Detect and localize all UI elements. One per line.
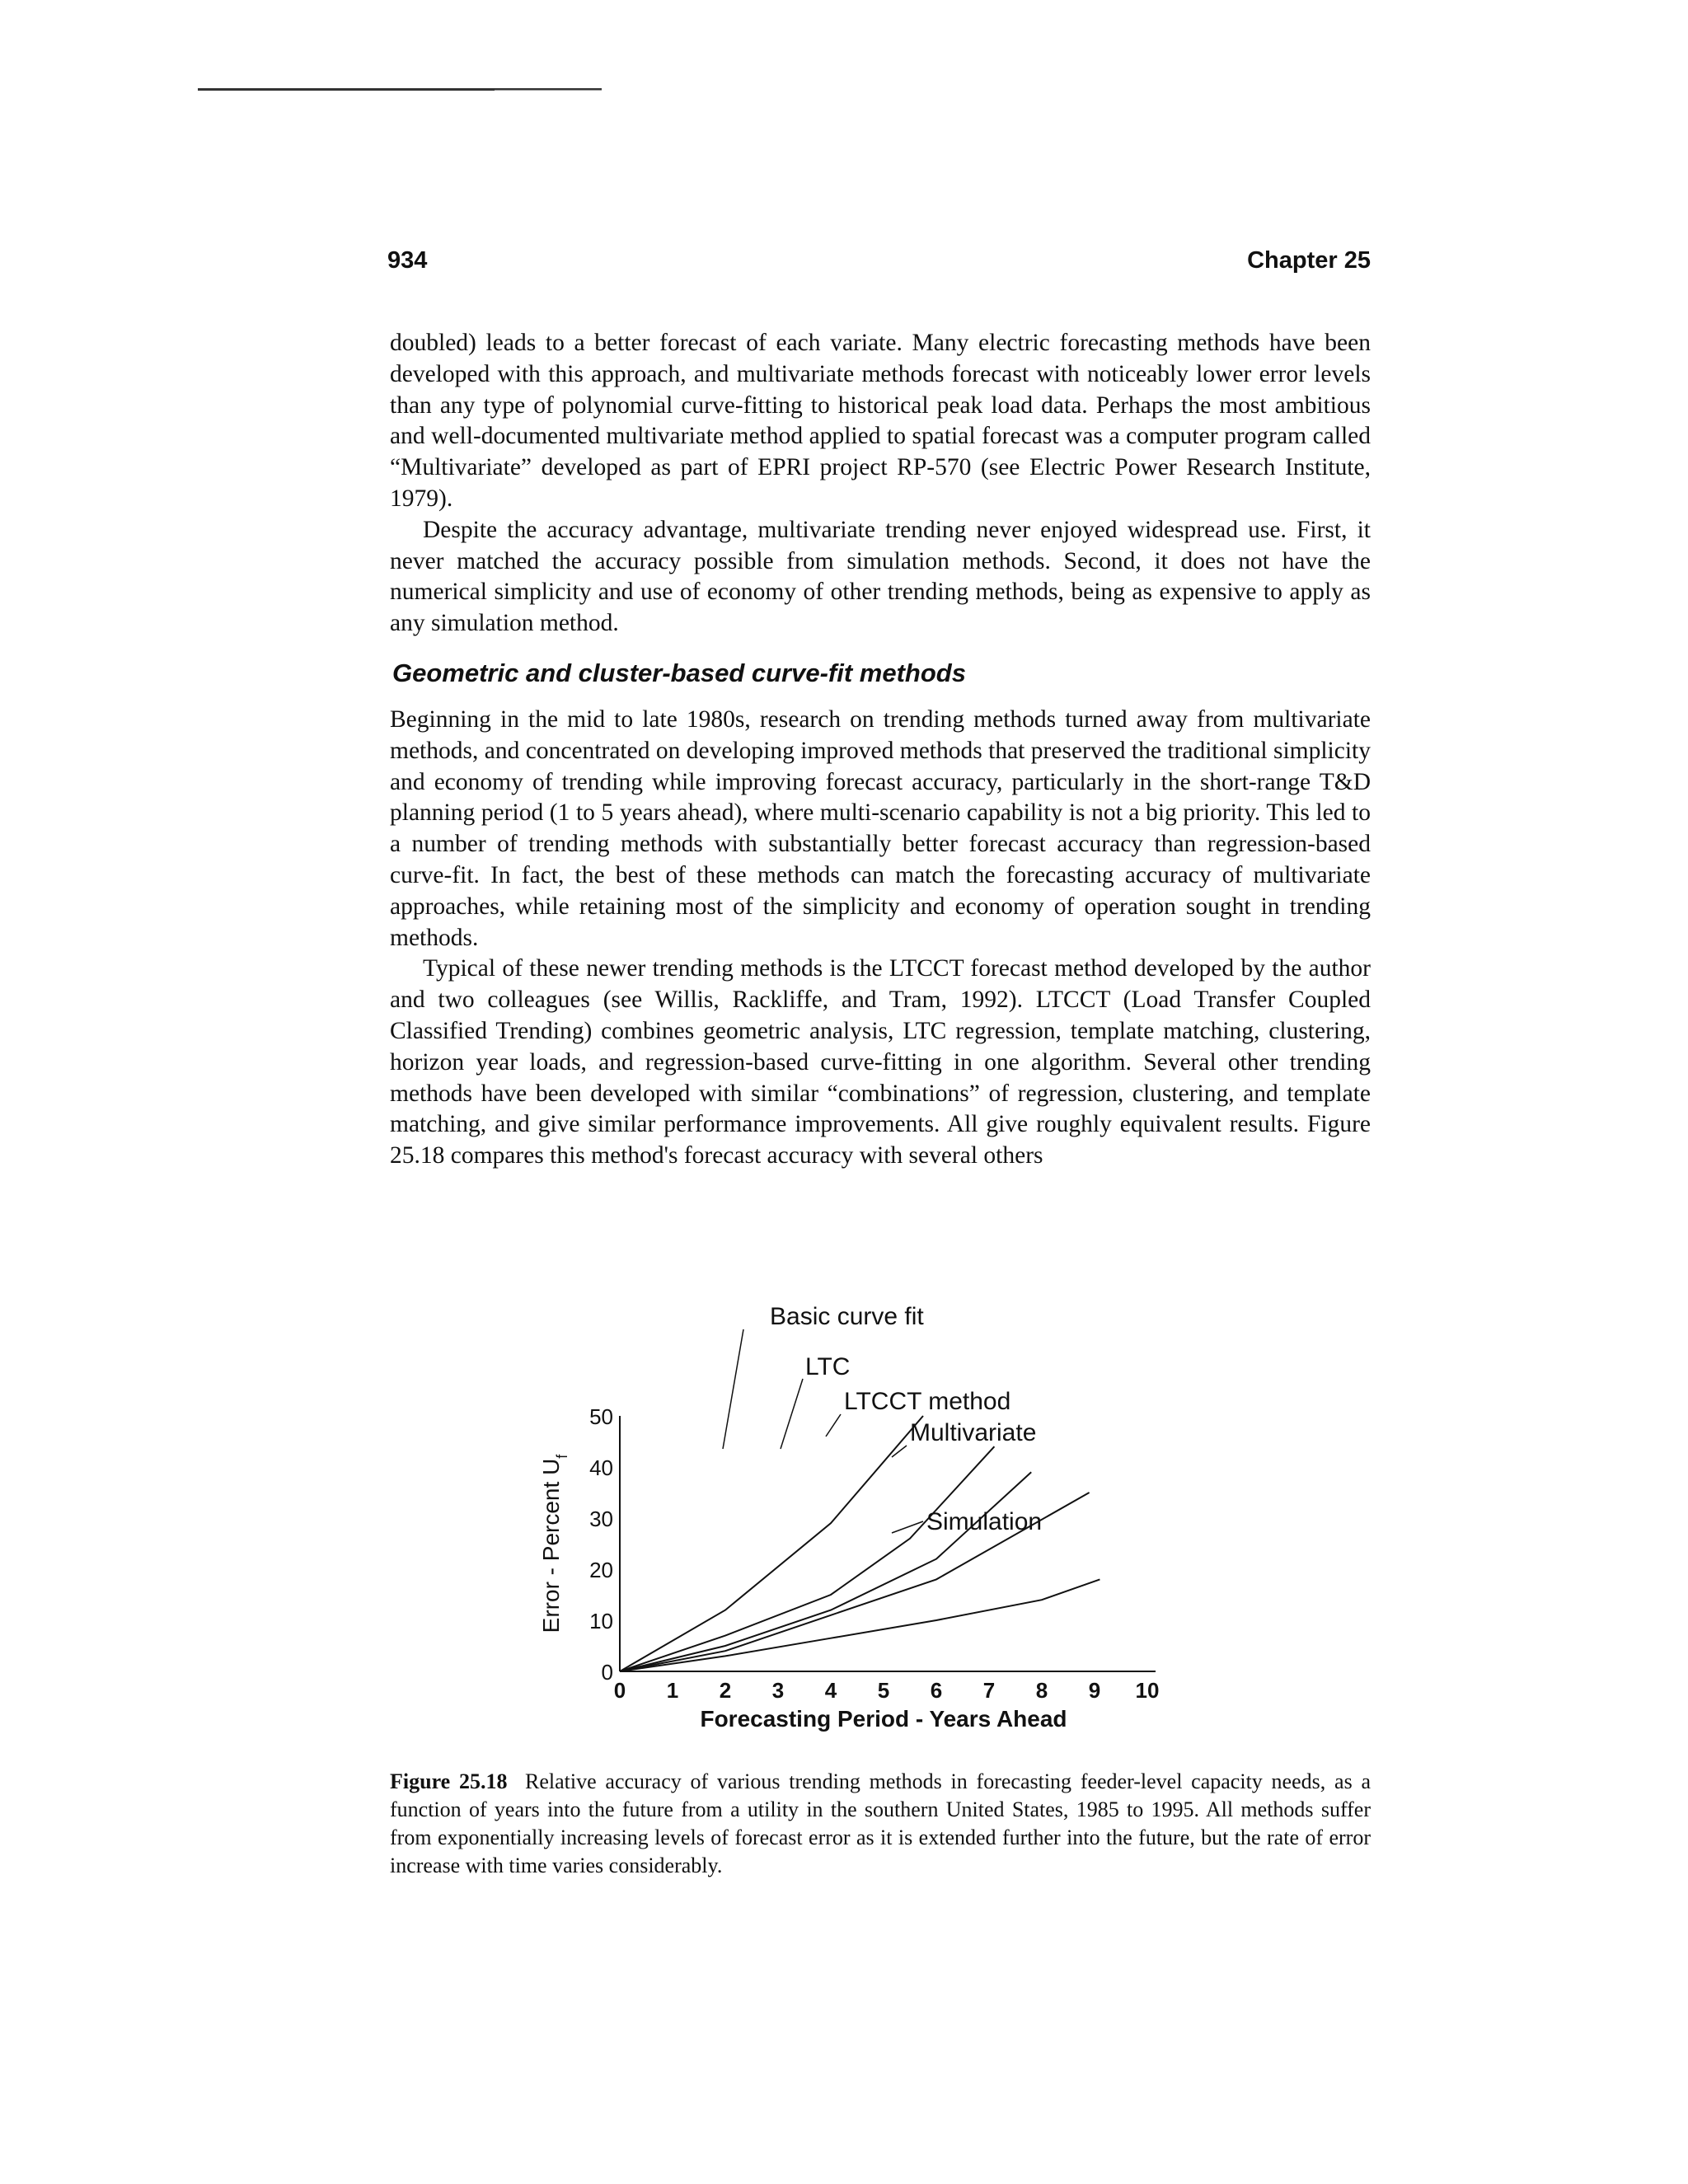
page-number: 934 xyxy=(387,247,428,274)
y-tick-label: 0 xyxy=(601,1660,613,1685)
x-tick-label: 0 xyxy=(613,1678,626,1703)
x-tick-label: 7 xyxy=(982,1678,996,1703)
x-tick-label: 2 xyxy=(719,1678,732,1703)
figure-caption xyxy=(390,1768,1371,1880)
series-leader-line xyxy=(892,1521,923,1533)
series-leader-line xyxy=(892,1446,907,1457)
series-leader-line xyxy=(826,1414,841,1436)
figure-chart xyxy=(495,1294,1319,1739)
series-label: Basic curve fit xyxy=(770,1303,924,1330)
y-tick-label: 40 xyxy=(589,1455,613,1480)
chart-labels-group xyxy=(723,1303,1042,1535)
series-line xyxy=(620,1472,1031,1671)
y-tick-label: 20 xyxy=(589,1558,613,1582)
chart-axes xyxy=(538,1404,1159,1732)
body-text-bottom xyxy=(390,705,1371,1172)
header-rule-faint xyxy=(495,90,602,91)
x-tick-label: 3 xyxy=(771,1678,785,1703)
section-heading: Geometric and cluster-based curve-fit methods xyxy=(392,658,966,687)
y-tick-label: 10 xyxy=(589,1609,613,1633)
paragraph: Typical of these newer trending methods is the LTCCT forecast method developed by the author and two colleagues (see Willis, Rackliffe, and Tram, 1992). LTCCT (Load Transfer Coupled Classified Trending) combines geometric analysis, LTC regression, template matching, clustering, horizon year loads, and regression-based curve-fitting in one algorithm. Several other trending methods have been developed with similar “combinations” of regression, clustering, and template matching, and give similar performance improvements. All give roughly equivalent results. Figure 25.18 compares this method's forecast accuracy with several others xyxy=(390,955,1371,1169)
x-tick-label: 4 xyxy=(824,1678,837,1703)
series-label: Simulation xyxy=(926,1508,1043,1535)
series-leader-line xyxy=(723,1329,743,1449)
x-tick-label: 1 xyxy=(666,1678,679,1703)
caption-label: Figure 25.18 xyxy=(390,1769,508,1793)
caption-text: Relative accuracy of various trending methods in forecasting feeder-level capacity needs, as a function of years into the future from a utility in the southern United States, 1985 to 1995. All methods suffer from exponentially increasing levels of forecast error as it is extended further into the future, but the rate of error increase with time varies considerably. xyxy=(390,1769,1371,1877)
series-line xyxy=(620,1416,923,1671)
series-leader-line xyxy=(781,1379,803,1449)
paragraph: doubled) leads to a better forecast of each variate. Many electric forecasting methods have been developed with this approach, and multivariate methods forecast with noticeably lower error levels than any type of polynomial curve-fitting to historical peak load data. Perhaps the most ambitious and well-documented multivariate method applied to spatial forecast was a computer program called “Multivariate” developed as part of EPRI project RP-570 (see Electric Power Research Institute, 1979). xyxy=(390,330,1371,512)
series-label: Multivariate xyxy=(910,1419,1037,1446)
y-axis-title: Error - Percent $U_f$ xyxy=(538,1454,570,1633)
series-line xyxy=(620,1446,994,1671)
x-tick-label: 9 xyxy=(1088,1678,1101,1703)
paragraph: Beginning in the mid to late 1980s, research on trending methods turned away from multivariate methods, and concentrated on developing improved methods that preserved the traditional simplicity and economy of trending while improving forecast accuracy, particularly in the short-range T&D planning period (1 to 5 years ahead), where multi-scenario capability is not a big priority. This led to a number of trending methods with substantially better forecast accuracy than regression-based curve-fit. In fact, the best of these methods can match the forecasting accuracy of multivariate approaches, while retaining most of the simplicity and economy of operation sought in trending methods. xyxy=(390,706,1371,951)
x-tick-label: 8 xyxy=(1035,1678,1048,1703)
x-tick-label: 10 xyxy=(1135,1678,1160,1703)
x-tick-label: 6 xyxy=(930,1678,943,1703)
chart-series-group xyxy=(620,1416,1100,1671)
chapter-title: Chapter 25 xyxy=(1247,247,1371,274)
x-tick-label: 5 xyxy=(877,1678,890,1703)
series-label: LTC xyxy=(805,1353,851,1380)
body-text-top xyxy=(390,328,1371,640)
x-axis-title: Forecasting Period - Years Ahead xyxy=(700,1706,1067,1732)
paragraph: Despite the accuracy advantage, multivariate trending never enjoyed widespread use. First, it never matched the accuracy possible from simulation methods. Second, it does not have the numerical simplicity and use of economy of other trending methods, being as expensive to apply as any simulation method. xyxy=(390,516,1371,637)
series-label: LTCCT method xyxy=(844,1388,1011,1415)
y-tick-label: 50 xyxy=(589,1404,613,1429)
y-tick-label: 30 xyxy=(589,1507,613,1531)
